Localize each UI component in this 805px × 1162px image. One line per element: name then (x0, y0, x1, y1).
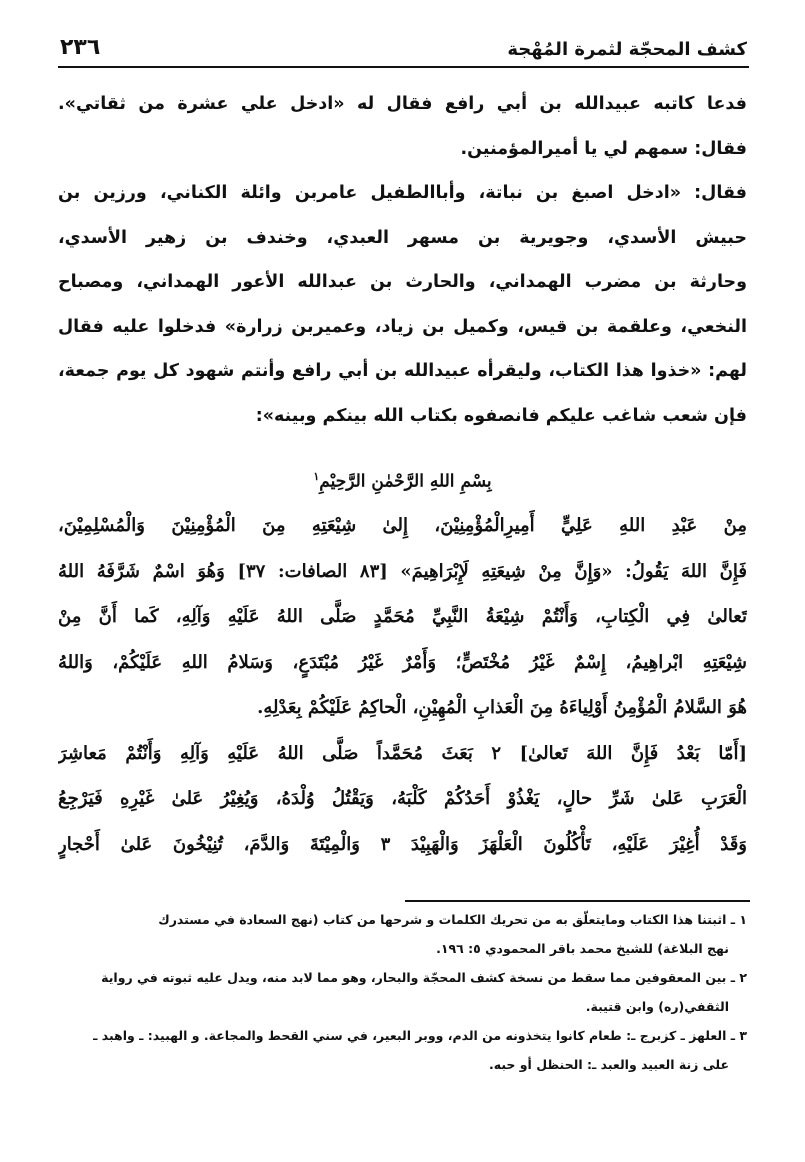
footnote-line: نهج البلاغة) للشيخ محمد باقر المحمودي ٥: ١٩٦. (436, 941, 729, 956)
text-line: حبيش الأسدي، وجويرية بن مسهر العبدي، وخندف بن زهير الأسدي، (58, 227, 747, 248)
text-line: لهم: «خذوا هذا الكتاب، وليقرأه عبيدالله بن أبي رافع وأنتم شهود كل يوم جمعة، (58, 361, 747, 381)
running-header (60, 28, 747, 60)
text-line: فقال: سمهم لي يا أميرالمؤمنين. (460, 138, 747, 159)
page-number: ٢٣٦ (60, 35, 101, 60)
text-line: وحارثة بن مضرب الهمداني، والحارث بن عبدالله الأعور الهمداني، ومصباح (58, 272, 747, 292)
letter-line: مِنْ عَبْدِ اللهِ عَلِيٍّ أَمِيرِالْمُؤْمِنِيْنَ، إِلىٰ شِيْعَتِهِ مِنَ الْمُؤْمِنِيْنَ وَالْمُسْلِمِيْنَ، (58, 515, 747, 536)
text-line: فقال: «ادخل اصبغ بن نباتة، وأباالطفيل عامربن وائلة الكناني، ورزين بن (58, 183, 747, 203)
letter-line: هُوَ السَّلامُ الْمُؤْمِنُ أَوْلِياءَهُ مِنَ الْعَذابِ الْمُهِيْنِ، الْحاكِمُ عَلَيْكُمْ بِعَدْلِهِ. (257, 697, 747, 718)
letter-line: تَعالىٰ فِي الْكِتابِ، وَأَنْتُمْ شِيْعَةُ النَّبِيِّ مُحَمَّدٍ صَلَّى اللهُ عَلَيْهِ وَآلِهِ، كَما أَنَّ مِنْ (58, 606, 747, 627)
letter-line: الْعَرَبِ عَلىٰ شَرِّ حالٍ، يَغْذُوْ أَحَدُكُمْ كَلْبَهُ، وَيَقْتُلُ وُلْدَهُ، وَيُغِيْرُ عَلىٰ غَيْرِهِ فَيَرْجِعُ (58, 788, 747, 809)
footnote-separator (405, 900, 750, 902)
footnote-line: ٢ ـ بين المعقوفين مما سقط من نسخة كشف المحجّة والبحار، وهو مما لابد منه، ويدل عليه ثبوته في رواية (101, 970, 747, 985)
footnote-marker: ١ (313, 470, 320, 483)
letter-line: وَقَدْ أُغِيْرَ عَلَيْهِ، تَأْكُلُونَ الْعَلْهَزَ وَالْهَبِيْدَ ٣ وَالْمِيْتَةَ وَالدَّمَ، تُنِيْخُونَ عَلىٰ أَحْجارٍ (58, 833, 747, 855)
text-line: فإن شعب شاغب عليكم فانصفوه بكتاب الله بينكم وبينه»: (255, 405, 747, 426)
narrative-text (58, 82, 747, 438)
text-line: النخعي، وعلقمة بن قيس، وكميل بن زياد، وعميربن زرارة» فدخلوا عليه فقال (58, 316, 747, 337)
letter-text (58, 503, 747, 867)
letter-line: فَإِنَّ اللهَ يَقُولُ: «وَإِنَّ مِنْ شِيعَتِهِ لَإِبْرَاهِيمَ» [٨٣ الصافات: ٣٧] وَهُوَ اسْمٌ شَرَّفَهُ اللهُ (58, 560, 747, 582)
text-line: فدعا كاتبه عبيدالله بن أبي رافع فقال له «ادخل علي عشرة من ثقاتي». (58, 94, 747, 114)
running-title: كشف المحجّة لثمرة المُهْجة (507, 39, 747, 60)
letter-line: [أَمّا بَعْدُ فَإِنَّ اللهَ تَعالىٰ] ٢ بَعَثَ مُحَمَّداً صَلَّى اللهُ عَلَيْهِ وَآلِهِ وَأَنْتُمْ مَعاشِرَ (58, 742, 747, 764)
footnote-line: على زنة العبيد والعبد ـ: الحنظل أو حبه. (489, 1057, 729, 1072)
letter-line: شِيْعَتِهِ ابْراهِيمُ، إِسْمٌ غَيْرُ مُخْتَصٍّ؛ وَأَمْرٌ غَيْرُ مُبْتَدَعٍ، وَسَلامُ اللهِ عَلَيْكُمْ، وَاللهُ (58, 651, 747, 673)
basmala-heading (0, 470, 805, 492)
basmala-text: بِسْمِ اللهِ الرَّحْمٰنِ الرَّحِيْمِ (319, 471, 492, 492)
footnote-line: الثقفي(ره) وابن قتيبة. (585, 999, 729, 1014)
footnotes (52, 905, 747, 1079)
footnote-line: ٣ ـ العلهز ـ كزبرج ـ: طعام كانوا يتخذونه من الدم، ووبر البعير، في سني القحط والمجاعة. و الهبيد: ـ واهبد ـ (93, 1028, 747, 1043)
footnote-line: ١ ـ اثبتنا هذا الكتاب ومايتعلّق به من تحريك الكلمات و شرحها من كتاب (نهج السعادة في مستدرك (158, 912, 747, 927)
header-rule (58, 66, 749, 68)
